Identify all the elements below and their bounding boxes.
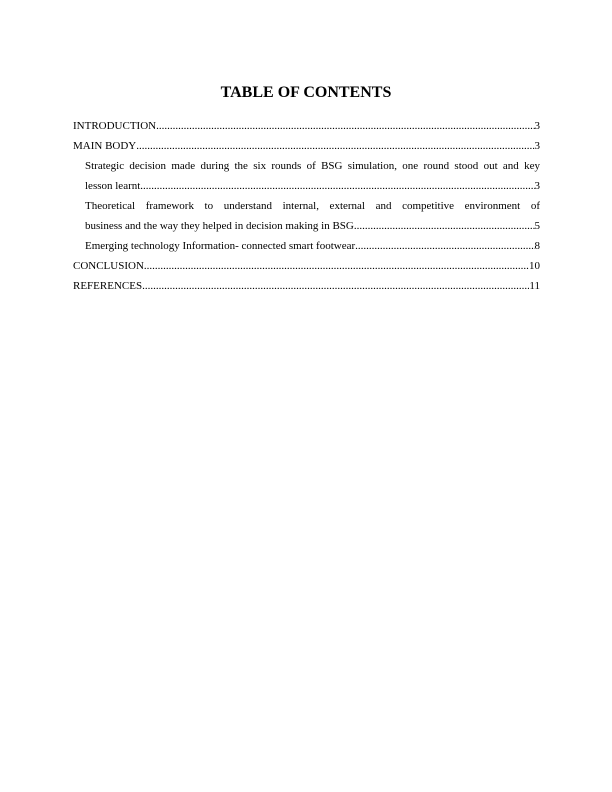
toc-page-number: 3 [534, 180, 540, 192]
toc-page-number: 11 [529, 280, 540, 292]
toc-entry-text-line: Strategic decision made during the six rounds of BSG simulation, one round stood out and key [85, 160, 540, 172]
toc-line [73, 136, 540, 156]
toc-page-number: 10 [529, 260, 540, 272]
toc-entry-introduction[interactable] [73, 116, 540, 136]
toc-entry-text-line: Theoretical framework to understand internal, external and competitive environment of [85, 200, 540, 212]
toc-page-number: 3 [534, 120, 540, 132]
toc-entry-references[interactable] [73, 276, 540, 296]
dot-leader [355, 236, 534, 256]
toc-line [73, 256, 540, 276]
dot-leader [156, 116, 534, 136]
toc-entry-text: lesson learnt [85, 180, 141, 192]
toc-entry-strategic-decision[interactable] [73, 156, 540, 196]
toc-page-number: 3 [534, 140, 540, 152]
toc-title: TABLE OF CONTENTS [220, 84, 392, 101]
toc-entry-emerging-technology[interactable] [73, 236, 540, 256]
toc-entry-text: MAIN BODY [73, 140, 137, 152]
toc-entry-text: REFERENCES [73, 280, 143, 292]
dot-leader [140, 176, 534, 196]
toc-entry-conclusion[interactable] [73, 256, 540, 276]
dot-leader [354, 216, 535, 236]
dot-leader [144, 256, 529, 276]
toc-line [85, 176, 540, 196]
toc-line [73, 116, 540, 136]
toc-page-number: 8 [534, 240, 540, 252]
toc-entry-text: CONCLUSION [73, 260, 144, 272]
toc-entry-text: Emerging technology Information- connected smart footwear [85, 240, 356, 252]
dot-leader [142, 276, 529, 296]
toc-page-number: 5 [534, 220, 540, 232]
toc-entry-main-body[interactable] [73, 136, 540, 156]
dot-leader [136, 136, 534, 156]
toc-list [73, 116, 540, 296]
toc-entry-text: business and the way they helped in decision making in BSG [85, 220, 354, 232]
toc-line [73, 276, 540, 296]
toc-entry-theoretical-framework[interactable] [73, 196, 540, 236]
toc-line [85, 236, 540, 256]
toc-entry-text: INTRODUCTION [73, 120, 157, 132]
toc-line [85, 216, 540, 236]
